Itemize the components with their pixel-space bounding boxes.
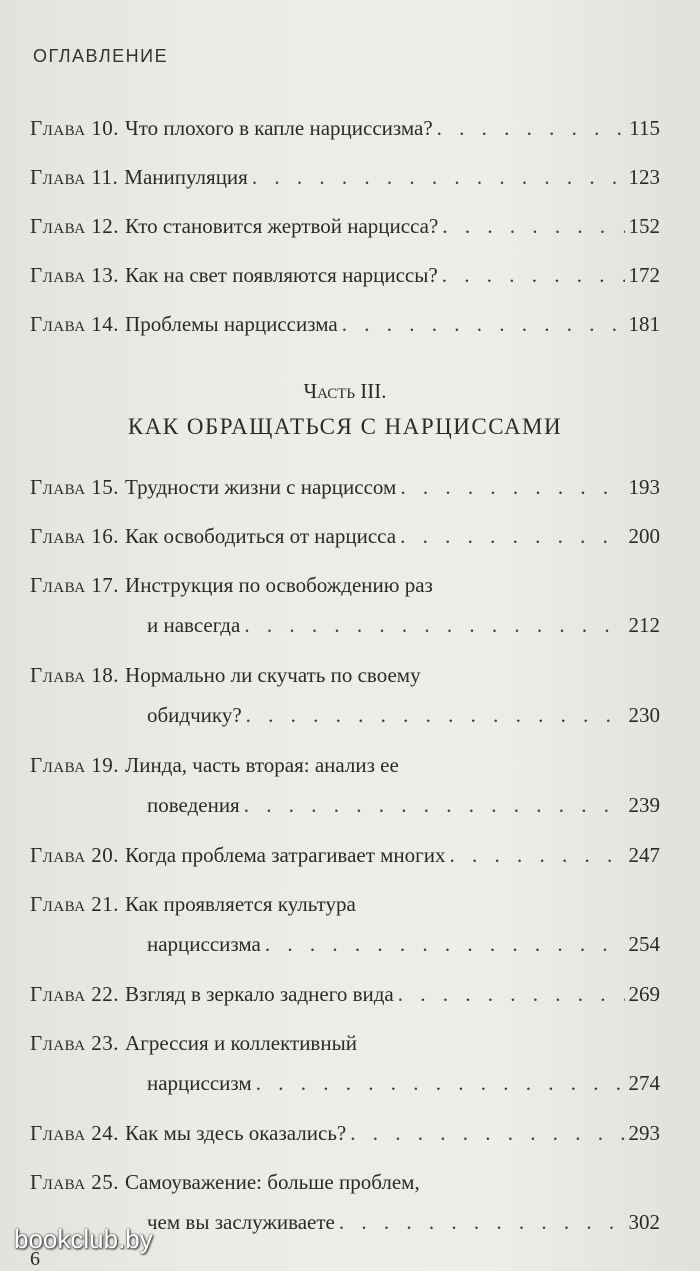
toc-entry bbox=[30, 206, 660, 255]
toc-entry-line bbox=[30, 467, 660, 507]
chapter-page-number: 247 bbox=[628, 843, 660, 867]
chapter-title-continued: поведения bbox=[147, 793, 240, 817]
toc-entry bbox=[30, 655, 660, 745]
chapter-page-number: 200 bbox=[628, 524, 660, 548]
chapter-title-continued: нарциссизм bbox=[147, 1071, 252, 1095]
chapter-page-number: 230 bbox=[628, 703, 660, 727]
dot-leader bbox=[400, 467, 624, 507]
toc-entry-line bbox=[30, 1162, 660, 1202]
toc-entry-line bbox=[30, 1063, 660, 1103]
toc-entry-line bbox=[30, 655, 660, 695]
chapter-page-number: 293 bbox=[628, 1121, 660, 1145]
dot-leader bbox=[244, 785, 625, 825]
toc-entry-line bbox=[30, 1023, 660, 1063]
chapter-page-number: 193 bbox=[628, 475, 660, 499]
toc-entry bbox=[30, 1113, 660, 1162]
chapter-title: Нормально ли скучать по своему bbox=[125, 663, 421, 687]
toc-entry-line bbox=[30, 884, 660, 924]
chapter-page-number: 115 bbox=[629, 116, 660, 140]
dot-leader bbox=[442, 255, 625, 295]
toc-entry bbox=[30, 467, 660, 516]
chapter-page-number: 152 bbox=[628, 214, 660, 238]
toc-entry bbox=[30, 255, 660, 304]
part-title: КАК ОБРАЩАТЬСЯ С НАРЦИССАМИ bbox=[127, 414, 563, 439]
page-number: 6 bbox=[30, 1248, 40, 1270]
chapter-page-number: 181 bbox=[628, 312, 660, 336]
chapter-label: Глава 16. bbox=[30, 524, 120, 548]
chapter-title: Как на свет появляются нарциссы? bbox=[125, 263, 438, 287]
watermark: bookclub.by bbox=[14, 1224, 153, 1254]
chapter-label: Глава 20. bbox=[30, 843, 120, 867]
toc-entry-line bbox=[30, 157, 660, 197]
toc-entry-line bbox=[30, 565, 660, 605]
dot-leader bbox=[350, 1113, 624, 1153]
toc-entry-line bbox=[30, 206, 660, 246]
toc-entry bbox=[30, 157, 660, 206]
chapter-page-number: 274 bbox=[628, 1071, 660, 1095]
dot-leader bbox=[450, 835, 625, 875]
toc-entry-line bbox=[30, 974, 660, 1014]
dot-leader bbox=[342, 304, 625, 344]
toc-entry-line bbox=[30, 835, 660, 875]
chapter-page-number: 254 bbox=[628, 932, 660, 956]
chapter-title: Взгляд в зеркало заднего вида bbox=[125, 982, 394, 1006]
toc-top-list bbox=[30, 108, 660, 353]
toc-entry bbox=[30, 835, 660, 884]
chapter-title: Кто становится жертвой нарцисса? bbox=[125, 214, 439, 238]
dot-leader bbox=[339, 1202, 625, 1242]
chapter-title-continued: чем вы заслуживаете bbox=[147, 1210, 335, 1234]
dot-leader bbox=[437, 108, 626, 148]
chapter-title: Манипуляция bbox=[124, 165, 248, 189]
chapter-label: Глава 11. bbox=[30, 165, 119, 189]
dot-leader bbox=[398, 974, 625, 1014]
part-label: Часть III. bbox=[303, 379, 387, 403]
table-of-contents bbox=[30, 108, 660, 1252]
dot-leader bbox=[246, 695, 625, 735]
chapter-label: Глава 22. bbox=[30, 982, 120, 1006]
toc-entry-line bbox=[30, 695, 660, 735]
chapter-page-number: 269 bbox=[628, 982, 660, 1006]
chapter-page-number: 302 bbox=[628, 1210, 660, 1234]
toc-entry-line bbox=[30, 255, 660, 295]
chapter-page-number: 212 bbox=[628, 613, 660, 637]
dot-leader bbox=[252, 157, 625, 197]
chapter-title-continued: и навсегда bbox=[147, 613, 241, 637]
toc-entry bbox=[30, 884, 660, 974]
toc-entry-line bbox=[30, 108, 660, 148]
part-heading bbox=[30, 373, 660, 445]
chapter-page-number: 172 bbox=[628, 263, 660, 287]
chapter-label: Глава 18. bbox=[30, 663, 120, 687]
chapter-title: Как мы здесь оказались? bbox=[125, 1121, 347, 1145]
toc-entry-line bbox=[30, 745, 660, 785]
chapter-title: Как освободиться от нарцисса bbox=[125, 524, 397, 548]
chapter-label: Глава 21. bbox=[30, 892, 120, 916]
chapter-title: Как проявляется культура bbox=[125, 892, 356, 916]
chapter-title: Инструкция по освобождению раз bbox=[125, 573, 433, 597]
toc-entry bbox=[30, 516, 660, 565]
chapter-label: Глава 13. bbox=[30, 263, 120, 287]
running-head: ОГЛАВЛЕНИЕ bbox=[33, 46, 169, 66]
dot-leader bbox=[442, 206, 624, 246]
chapter-label: Глава 23. bbox=[30, 1031, 120, 1055]
chapter-page-number: 239 bbox=[628, 793, 660, 817]
toc-entry-line bbox=[30, 924, 660, 964]
chapter-title: Линда, часть вторая: анализ ее bbox=[125, 753, 399, 777]
chapter-title-continued: нарциссизма bbox=[147, 932, 261, 956]
chapter-label: Глава 14. bbox=[30, 312, 120, 336]
chapter-title: Что плохого в капле нарциссизма? bbox=[125, 116, 433, 140]
toc-entry bbox=[30, 745, 660, 835]
chapter-title: Когда проблема затрагивает многих bbox=[125, 843, 446, 867]
chapter-title-continued: обидчику? bbox=[147, 703, 242, 727]
chapter-title: Проблемы нарциссизма bbox=[125, 312, 338, 336]
chapter-label: Глава 15. bbox=[30, 475, 120, 499]
toc-entry bbox=[30, 108, 660, 157]
toc-entry-line bbox=[30, 605, 660, 645]
toc-entry bbox=[30, 1023, 660, 1113]
toc-bottom-list bbox=[30, 467, 660, 1252]
toc-entry bbox=[30, 565, 660, 655]
chapter-label: Глава 19. bbox=[30, 753, 120, 777]
chapter-page-number: 123 bbox=[628, 165, 660, 189]
dot-leader bbox=[244, 605, 624, 645]
chapter-label: Глава 12. bbox=[30, 214, 120, 238]
toc-entry bbox=[30, 304, 660, 353]
toc-entry bbox=[30, 974, 660, 1023]
chapter-label: Глава 17. bbox=[30, 573, 120, 597]
chapter-label: Глава 10. bbox=[30, 116, 120, 140]
toc-entry-line bbox=[30, 516, 660, 556]
chapter-title: Трудности жизни с нарциссом bbox=[125, 475, 397, 499]
dot-leader bbox=[256, 1063, 625, 1103]
chapter-label: Глава 25. bbox=[30, 1170, 120, 1194]
toc-entry-line bbox=[30, 785, 660, 825]
toc-entry-line bbox=[30, 1113, 660, 1153]
dot-leader bbox=[265, 924, 625, 964]
chapter-title: Самоуважение: больше проблем, bbox=[125, 1170, 420, 1194]
dot-leader bbox=[400, 516, 624, 556]
chapter-title: Агрессия и коллективный bbox=[125, 1031, 357, 1055]
toc-entry-line bbox=[30, 304, 660, 344]
chapter-label: Глава 24. bbox=[30, 1121, 120, 1145]
